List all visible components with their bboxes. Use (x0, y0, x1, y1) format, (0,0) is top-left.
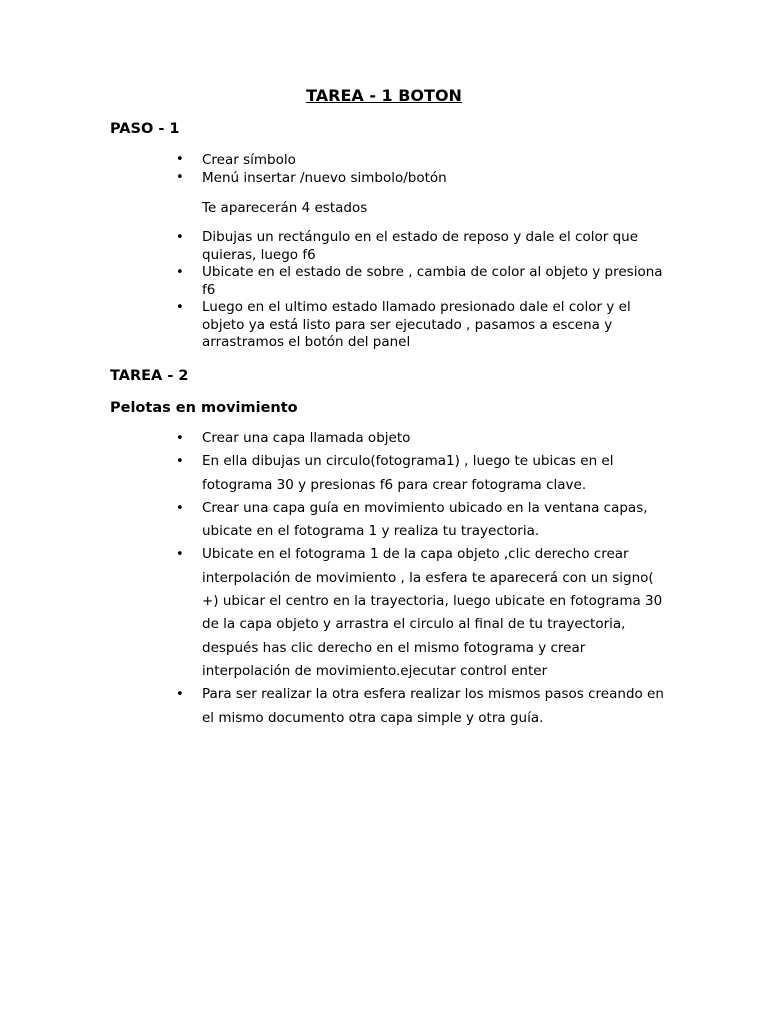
bullet-icon: • (176, 500, 184, 516)
tarea-2-steps-list (176, 427, 666, 730)
bullet-icon: • (176, 454, 184, 470)
paso-1-steps-list (176, 151, 666, 187)
bullet-icon: • (176, 170, 184, 185)
list-item-text: Luego en el ultimo estado llamado presionado dale el color y el objeto ya está listo para ser ejecutado , pasamos a escena y arrastramos el botón del panel (202, 299, 631, 350)
list-item-text: Para ser realizar la otra esfera realizar los mismos pasos creando en el mismo documento otra capa simple y otra guía. (202, 686, 664, 726)
section-heading-tarea-2: TAREA - 2 (110, 368, 189, 384)
list-item-text: Dibujas un rectángulo en el estado de reposo y dale el color que quieras, luego f6 (202, 229, 639, 263)
list-item (176, 151, 666, 169)
list-item (176, 683, 666, 730)
list-item-text: Crear símbolo (202, 152, 296, 168)
bullet-icon: • (176, 687, 184, 703)
list-item (176, 169, 666, 187)
list-item (176, 229, 666, 264)
bullet-icon: • (176, 152, 184, 167)
list-item (176, 264, 666, 299)
list-item-text: En ella dibujas un circulo(fotograma1) , luego te ubicas en el fotograma 30 y presionas f6 para crear fotograma clave. (202, 453, 614, 493)
list-item (176, 543, 666, 683)
bullet-icon: • (176, 230, 184, 245)
states-note: Te aparecerán 4 estados (202, 200, 368, 216)
bullet-icon: • (176, 300, 184, 315)
section-subheading: Pelotas en movimiento (110, 400, 298, 416)
bullet-icon: • (176, 547, 184, 563)
list-item-text: Menú insertar /nuevo simbolo/botón (202, 170, 447, 186)
list-item (176, 497, 666, 544)
bullet-icon: • (176, 431, 184, 446)
section-heading-paso-1: PASO - 1 (110, 121, 180, 137)
list-item-text: Ubicate en el estado de sobre , cambia de color al objeto y presiona f6 (202, 264, 663, 298)
list-item-text: Crear una capa guía en movimiento ubicado en la ventana capas, ubicate en el fotograma 1 y realiza tu trayectoria. (202, 499, 648, 540)
list-item-text: Ubicate en el fotograma 1 de la capa objeto ,clic derecho crear interpolación de movimiento , la esfera te aparecerá con un signo( +) ubicar el centro en la trayectoria, luego ubicate en fotograma 30 de la capa objeto y arrastra el circulo al final de tu trayectoria, después has clic derecho en el mismo fotograma y crear interpolación de movimiento.ejecutar control enter (202, 546, 663, 679)
list-item (176, 427, 666, 450)
document-title: TAREA - 1 BOTON (306, 86, 462, 105)
bullet-icon: • (176, 265, 184, 280)
list-item (176, 299, 666, 352)
list-item-text: Crear una capa llamada objeto (202, 430, 411, 446)
list-item (176, 450, 666, 497)
paso-1-instructions-list (176, 229, 666, 352)
